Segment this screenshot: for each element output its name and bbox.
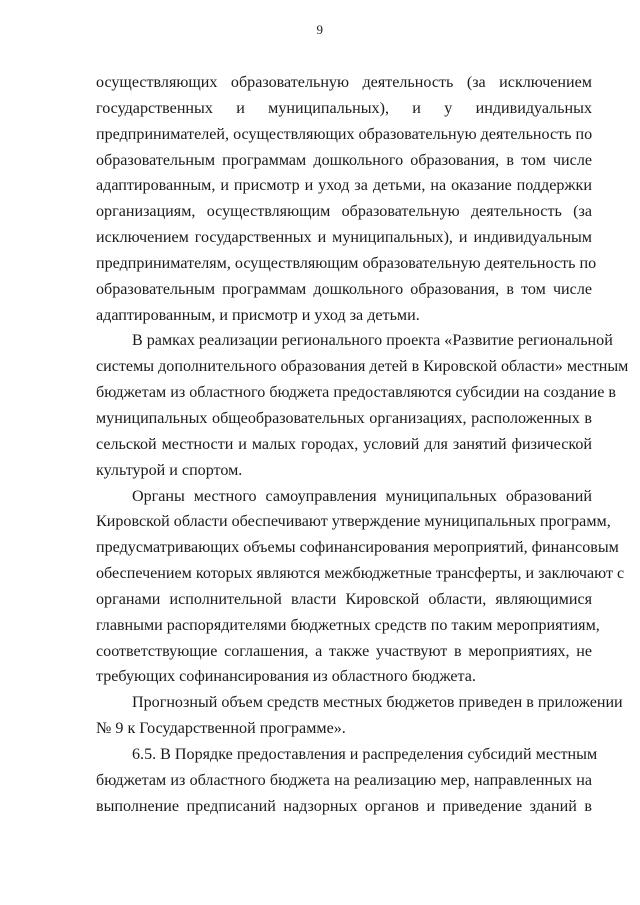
text-line: образовательным программам дошкольного образования, в том числе	[96, 280, 592, 298]
paragraph-regional-project	[96, 328, 629, 483]
text-line: главными распорядителями бюджетных средств по таким мероприятиям,	[96, 616, 600, 634]
text-line: исключением государственных и муниципальных), и индивидуальным	[96, 229, 592, 247]
text-line: органами исполнительной власти Кировской области, являющимися	[96, 590, 592, 608]
text-line: адаптированным, и присмотр и уход за детьми, на оказание поддержки	[96, 177, 592, 195]
text-line: образовательным программам дошкольного образования, в том числе	[96, 151, 592, 169]
text-line: Кировской области обеспечивают утверждение муниципальных программ,	[96, 513, 611, 531]
paragraph-local-government	[96, 484, 625, 691]
document-body	[96, 70, 629, 819]
text-line: сельской местности и малых городах, условий для занятий физической	[96, 435, 592, 453]
text-line: № 9 к Государственной программе».	[96, 720, 346, 738]
text-line: Органы местного самоуправления муниципальных образований	[132, 487, 592, 505]
text-line: предпринимателям, осуществляющим образовательную деятельность по	[96, 254, 597, 272]
text-line: В рамках реализации регионального проекта «Развитие региональной	[132, 332, 613, 350]
text-line: выполнение предписаний надзорных органов и приведение зданий в	[96, 797, 592, 815]
paragraph-forecast	[96, 690, 623, 742]
text-line: соответствующие соглашения, а также участвуют в мероприятиях, не	[96, 642, 592, 660]
text-line: системы дополнительного образования детей в Кировской области» местным	[96, 358, 629, 376]
text-line: обеспечением которых являются межбюджетные трансферты, и заключают с	[96, 565, 625, 583]
text-line: адаптированным, и присмотр и уход за детьми.	[96, 306, 420, 324]
text-line: организациям, осуществляющим образовательную деятельность (за	[96, 203, 592, 221]
text-line: бюджетам из областного бюджета на реализацию мер, направленных на	[96, 771, 592, 789]
text-line: культурой и спортом.	[96, 461, 243, 479]
text-line: муниципальных общеобразовательных организациях, расположенных в	[96, 409, 592, 427]
page-number: 9	[316, 22, 324, 37]
text-line: государственных и муниципальных), и у индивидуальных	[96, 99, 592, 117]
paragraph-continuation	[96, 70, 597, 328]
text-line: бюджетам из областного бюджета предоставляются субсидии на создание в	[96, 384, 617, 402]
text-line: Прогнозный объем средств местных бюджетов приведен в приложении	[132, 694, 623, 712]
text-line: предпринимателей, осуществляющих образовательную деятельность по	[96, 125, 593, 143]
text-line: требующих софинансирования из областного бюджета.	[96, 668, 476, 686]
paragraph-section-6-5	[96, 742, 598, 820]
text-line: осуществляющих образовательную деятельность (за исключением	[96, 74, 592, 91]
text-line: 6.5. В Порядке предоставления и распределения субсидий местным	[132, 745, 598, 763]
text-line: предусматривающих объемы софинансирования мероприятий, финансовым	[96, 539, 619, 557]
